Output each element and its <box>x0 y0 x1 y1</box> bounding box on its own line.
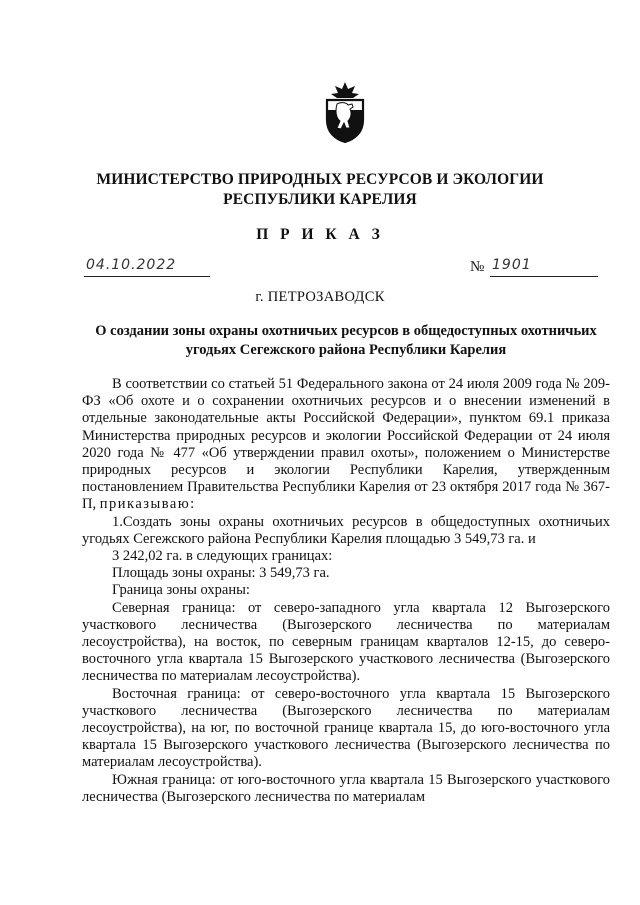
area-extra-paragraph: 3 242,02 га. в следующих границах: <box>112 548 333 565</box>
order-title: П Р И К А З <box>256 226 384 243</box>
ministry-name-line2: РЕСПУБЛИКИ КАРЕЛИЯ <box>223 191 417 208</box>
order-date-handwritten: 04.10.2022 <box>86 257 177 273</box>
preamble-text: В соответствии со статьей 51 Федерального закона от 24 июля 2009 года № 209-ФЗ «Об охоте и о сохранении охотничьих ресурсов и о внесении изменений в отдельные законодательные акты Российской Федерации», пунктом 69.1 приказа Министерства природных ресурсов и экологии Российской Федерации от 24 июля 2020 года № 477 «Об утверждении правил охоты», положением о Министерстве природных ресурсов и экологии Республики Карелия, утвержденным постановлением Правительства Республики Карелия от 23 октября 2017 года № 367-П, <box>82 376 610 513</box>
north-border-paragraph: Северная граница: от северо-западного угла квартала 12 Выгозерского участкового лесничества (Выгозерского лесничества по материалам лесоустройства), на восток, по северным границам кварталов 12-15, до северо-восточного угла квартала 15 Выгозерского участкового лесничества (Выгозерского лесничества по материалам лесоустройства). <box>82 599 610 685</box>
ministry-name-line1: МИНИСТЕРСТВО ПРИРОДНЫХ РЕСУРСОВ И ЭКОЛОГИИ <box>96 171 544 188</box>
karelia-coat-of-arms-icon <box>322 80 368 144</box>
prikazyvayu-word: приказываю <box>99 496 191 513</box>
order-subject-line1: О создании зоны охраны охотничьих ресурсов в общедоступных охотничьих <box>95 323 597 339</box>
order-body <box>82 376 610 806</box>
item-1-paragraph: 1.Создать зоны охраны охотничьих ресурсов в общедоступных охотничьих угодьях Сегежского района Республики Карелия площадью 3 549,73 га. и <box>82 513 610 547</box>
zone-area-paragraph: Площадь зоны охраны: 3 549,73 га. <box>112 565 330 582</box>
south-border-paragraph: Южная граница: от юго-восточного угла квартала 15 Выгозерского участкового лесничества (Выгозерского лесничества по материалам <box>82 771 610 805</box>
order-subject-line2: угодьях Сегежского района Республики Карелия <box>185 342 507 358</box>
preamble-paragraph: В соответствии со статьей 51 Федерального закона от 24 июля 2009 года № 209-ФЗ «Об охоте и о сохранении охотничьих ресурсов и о внесении изменений в отдельные законодательные акты Российской Федерации», пунктом 69.1 приказа Министерства природных ресурсов и экологии Российской Федерации от 24 июля 2020 года № 477 «Об утверждении правил охоты», положением о Министерстве природных ресурсов и экологии Республики Карелия, утвержденным постановлением Правительства Республики Карелия от 23 октября 2017 года № 367-П, приказываю: <box>82 376 610 513</box>
order-number-handwritten: 1901 <box>492 257 532 273</box>
city-name: г. ПЕТРОЗАВОДСК <box>255 289 385 305</box>
order-subject <box>82 322 610 360</box>
order-number-field <box>490 256 598 277</box>
order-number-label: № <box>470 259 485 275</box>
zone-borders-paragraph: Граница зоны охраны: <box>112 582 250 599</box>
order-date-field <box>84 256 210 277</box>
ministry-name <box>0 170 640 210</box>
east-border-paragraph: Восточная граница: от северо-восточного угла квартала 15 Выгозерского участкового лесничества (Выгозерского лесничества по материалам лесоустройства), на юг, по восточной границе квартала 15, до юго-восточного угла квартала 15 Выгозерского участкового лесничества (Выгозерского лесничества по материалам лесоустройства). <box>82 685 610 771</box>
